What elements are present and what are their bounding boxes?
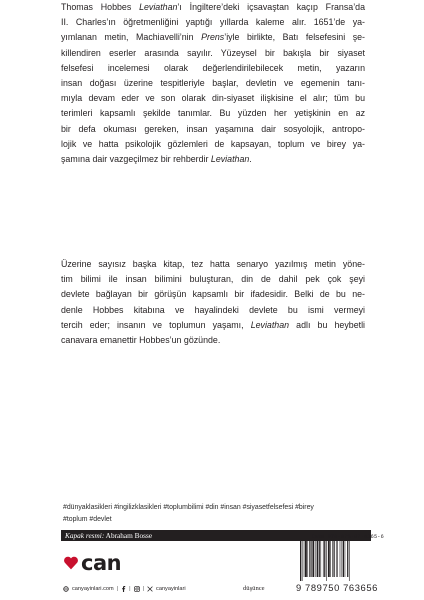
heart-logo-icon xyxy=(63,555,79,571)
barcode-bar xyxy=(323,541,324,577)
publisher-social-handle[interactable]: canyayinlari xyxy=(156,586,186,592)
publisher-imprint: düşünce xyxy=(243,585,265,592)
x-twitter-icon[interactable] xyxy=(147,586,153,592)
desc-line: Üzerine sayısız başka kitap, tez hatta senaryo yazılmış metin yöne- xyxy=(61,259,365,269)
globe-icon xyxy=(63,586,69,592)
desc-line: devlete bağlayan bir görüşün kapsamlı bir ifadesidir. Belki de bu ne- xyxy=(61,289,365,300)
desc-line: şamına dair vazgeçilmez bir rehberdir Leviathan. xyxy=(61,154,252,165)
barcode-bar xyxy=(337,541,338,577)
facebook-icon[interactable] xyxy=(121,586,126,592)
desc-line: tim bilimi ile insan bilimini buluşturan, din de dahil pek çok şeyi xyxy=(61,274,365,285)
desc-line: denle Hobbes kitabına ve hayalindeki devlete bu ismi vermeyi xyxy=(61,304,365,315)
description-paragraph-2 xyxy=(61,257,365,348)
desc-line: killendiren eserler arasında sayılır. Yüzeysel bir bakışla bir siyaset xyxy=(61,47,365,58)
publisher-website[interactable]: canyayinlari.com xyxy=(72,586,114,592)
desc-line: II. Charles’ın öğretmenliğini yaptığı yıllarda kaleme alır. 1651’de ya- xyxy=(61,17,365,28)
publisher-footer: canyayinlari.com | | | canyayinlari xyxy=(63,586,233,592)
isbn-label: ISBN 978-975-07-6365-6 xyxy=(311,534,384,540)
barcode-bar xyxy=(349,541,350,581)
barcode-bar xyxy=(345,541,346,577)
barcode-bar xyxy=(332,541,333,577)
barcode-digits: 9 789750 763656 xyxy=(296,582,378,593)
cover-credit-label: Kapak resmi: xyxy=(65,531,105,540)
desc-line: yımlanan metin, Machiavelli’nin Prens’iyle birlikte, Batı felsefesini şe- xyxy=(61,32,366,43)
desc-line: felsefesi incelemesi olarak değerlendirilebilecek metin, yazarın xyxy=(61,62,365,73)
barcode-bar xyxy=(342,541,343,577)
barcode-bar xyxy=(326,541,327,581)
barcode-bar xyxy=(305,541,307,577)
barcode-bar xyxy=(336,541,337,577)
barcode-bar xyxy=(304,541,305,577)
barcode-bar xyxy=(319,541,320,577)
desc-line: Thomas Hobbes Leviathan’ı İngiltere’deki içsavaştan kaçıp Fransa’da xyxy=(61,2,365,12)
hashtags-line-2: #toplum #devlet xyxy=(63,515,112,523)
description-paragraph-1 xyxy=(61,0,365,167)
barcode-bar xyxy=(328,541,330,577)
barcode-bar xyxy=(307,541,308,577)
barcode-bar xyxy=(333,541,334,577)
hashtags-line-1: #dünyaklasikleri #ingilizklasikleri #toplumbilimi #din #insan #siyasetfelsefesi #birey xyxy=(63,504,314,511)
barcode-bar xyxy=(347,541,348,577)
desc-line: lojik ve hatta psikolojik gözlemleri de kapsayan, toplum ve birey ya- xyxy=(61,138,365,149)
desc-line: mıyla devam eder ve son olarak din-siyaset ilişkisine el alır; tüm bu xyxy=(61,93,365,104)
barcode-bar xyxy=(311,541,312,577)
barcode-bar xyxy=(320,541,321,577)
barcode-bar xyxy=(317,541,318,577)
barcode-bar xyxy=(316,541,317,577)
barcode-bar xyxy=(300,541,301,581)
isbn-barcode xyxy=(300,541,372,581)
barcode-bar xyxy=(312,541,314,577)
desc-line: bir defa okuması gereken, insan yaşamına dair sosyolojik, antropo- xyxy=(61,123,365,134)
cover-credit-artist: Abraham Bosse xyxy=(105,531,153,540)
publisher-logo-text: can xyxy=(81,551,122,575)
desc-line: insan doğası üzerine tespitleriyle başlar, devletin ve egemenin tanı- xyxy=(61,78,365,89)
desc-line: terimleri kapsamlı şekilde tanımlar. Bu yüzden her yetişkinin en az xyxy=(61,108,365,119)
barcode-bar xyxy=(343,541,344,577)
desc-line: canavara emanettir Hobbes’un gözünde. xyxy=(61,335,221,346)
desc-line: tercih eder; insanın ve toplumun yaşamı, Leviathan adlı bu heybetli xyxy=(61,319,365,330)
hashtags xyxy=(63,502,373,525)
barcode-bar xyxy=(330,541,331,577)
barcode-bar xyxy=(309,541,310,577)
barcode-bar xyxy=(302,541,303,581)
instagram-icon[interactable] xyxy=(134,586,140,592)
barcode-bar xyxy=(324,541,325,577)
barcode-bar xyxy=(340,541,341,577)
publisher-logo xyxy=(63,552,121,574)
